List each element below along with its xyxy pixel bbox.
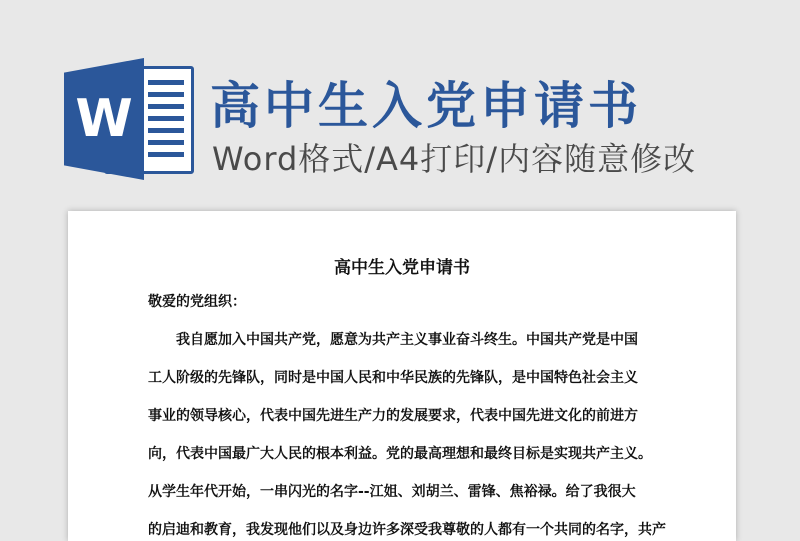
logo-line — [148, 140, 184, 145]
logo-line — [148, 116, 184, 121]
banner-subtitle: Word格式/A4打印/内容随意修改 — [212, 140, 697, 178]
logo-line — [148, 92, 184, 97]
word-icon — [64, 58, 196, 180]
document-page — [68, 211, 736, 541]
logo-line — [148, 152, 184, 157]
document-salutation: 敬爱的党组织： — [148, 294, 246, 310]
document-line: 我自愿加入中国共产党，愿意为共产主义事业奋斗终生。中国共产党是中国 — [148, 332, 638, 348]
document-line: 工人阶级的先锋队，同时是中国人民和中华民族的先锋队，是中国特色社会主义 — [148, 370, 638, 386]
document-line: 的启迪和教育，我发现他们以及身边许多深受我尊敬的人都有一个共同的名字，共产 — [148, 522, 666, 538]
header-banner — [0, 0, 800, 200]
logo-line — [148, 128, 184, 133]
logo-line — [148, 104, 184, 109]
document-line: 从学生年代开始，一串闪光的名字--江姐、刘胡兰、雷锋、焦裕禄。给了我很大 — [148, 484, 636, 500]
document-line: 事业的领导核心，代表中国先进生产力的发展要求，代表中国先进文化的前进方 — [148, 408, 638, 424]
logo-line — [148, 80, 184, 85]
document-line: 向，代表中国最广大人民的根本利益。党的最高理想和最终目标是实现共产主义。 — [148, 446, 652, 462]
logo-letter: W — [75, 89, 133, 149]
banner-title: 高中生入党申请书 — [210, 77, 642, 135]
document-title: 高中生入党申请书 — [334, 258, 470, 278]
